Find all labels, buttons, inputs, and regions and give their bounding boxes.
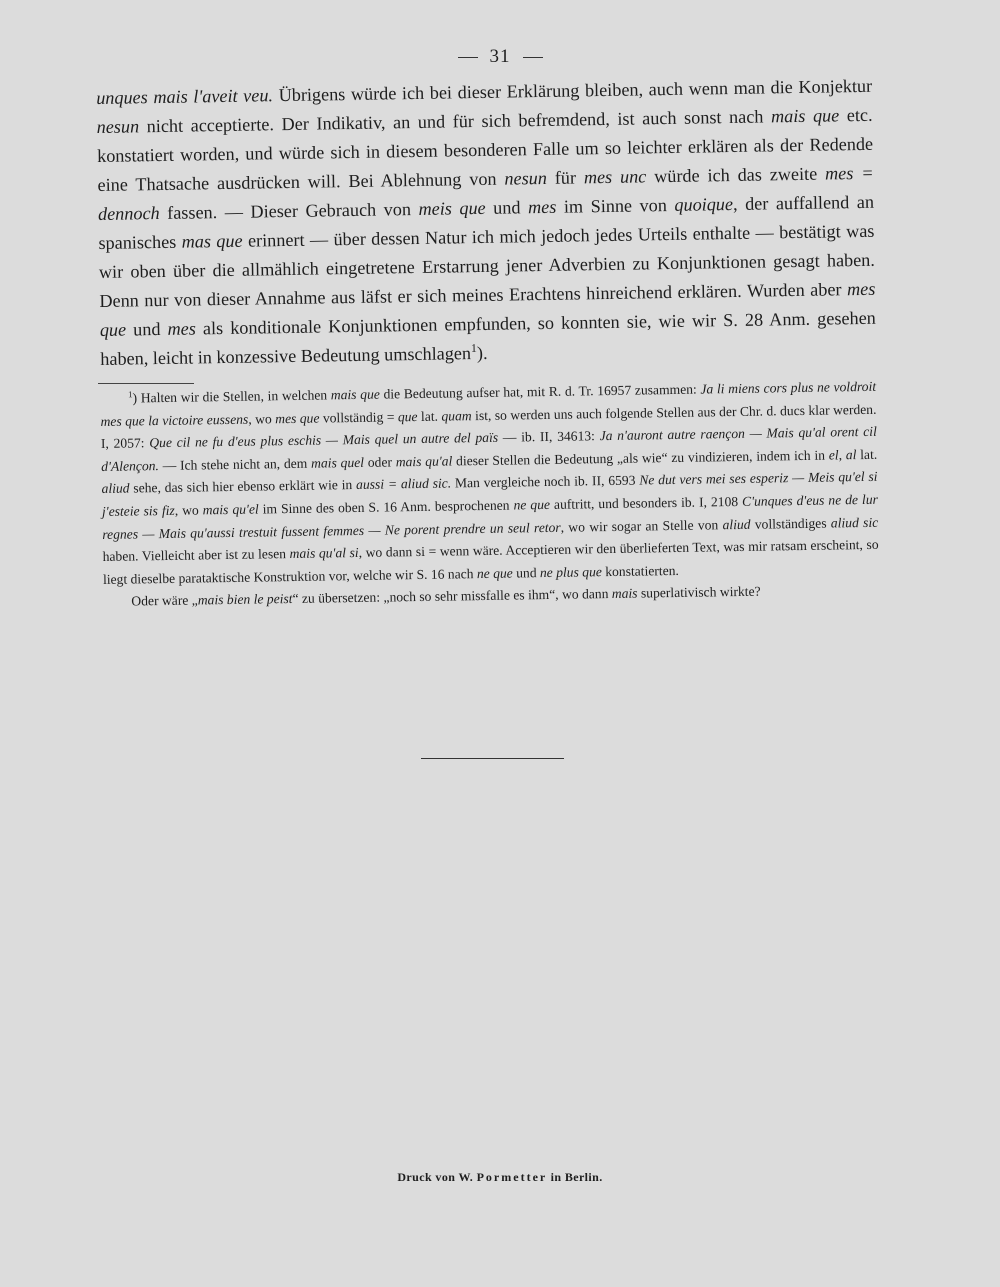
header-dash-right xyxy=(523,57,543,58)
footnote-separator xyxy=(98,383,194,384)
printer-colophon xyxy=(0,1170,1000,1185)
body-paragraph: unques mais l'aveit veu. Übrigens würde ich bei dieser Erklärung bleiben, auch wenn man die Konjektur nesun nicht acceptierte. Der Indikativ, an und für sich befremdend, ist auch sonst nach mais que etc. konstatiert worden, und würde sich in diesem besonderen Falle um so leichter erklären als der Redende eine Thatsache ausdrücken will. Bei Ablehnung von nesun für mes unc würde ich das zweite mes = dennoch fassen. — Dieser Gebrauch von meis que und mes im Sinne von quoique, der auffallend an spanisches mas que erinnert — über dessen Natur ich mich jedoch jedes Urteils enthalte — bestätigt was wir oben über die allmählich eingetretene Erstarrung jener Adverbien zu Konjunktionen gesagt haben. Denn nur von dieser Annahme aus läfst er sich meines Erachtens hinreichend erklären. Wurden aber mes que und mes als konditionale Konjunktionen empfunden, so konnten sie, wie wir S. 28 Anm. gesehen haben, leicht in konzessive Bedeutung umschlagen$^1$). xyxy=(96,75,876,369)
page-header xyxy=(0,46,1000,68)
colophon-suffix: in Berlin. xyxy=(547,1170,603,1184)
header-dash-left xyxy=(458,57,478,58)
page-number: 31 xyxy=(489,46,511,67)
footnote-2: Oder wäre „mais bien le peist“ zu übersetzen: „noch so sehr missfalle es ihm“, wo dann mais superlativisch wirkte? xyxy=(131,583,761,609)
footnote-1: $^1$) Halten wir die Stellen, in welchen mais que die Bedeutung aufser hat, mit R. d. Tr. 16957 zusammen: Ja li miens cors plus ne voldroit mes que la victoire eussens, wo mes que vollständig = que lat. quam ist, so werden uns auch folgende Stellen aus der Chr. d. ducs klar werden. I, 2057: Que cil ne fu d'eus plus eschis — Mais quel un autre del païs — ib. II, 34613: Ja n'auront autre raençon — Mais qu'al orent cil d'Alençon. — Ich stehe nicht an, dem mais quel oder mais qu'al dieser Stellen die Bedeutung „als wie“ zu vindizieren, indem ich in el, al lat. aliud sehe, das sich hier ebenso erklärt wie in aussi = aliud sic. Man vergleiche noch ib. II, 6593 Ne dut vers mei ses esperiz — Meis qu'el si j'esteie sis fiz, wo mais qu'el im Sinne des oben S. 16 Anm. besprochenen ne que auftritt, und besonders ib. I, 2108 C'unques d'eus ne de lur regnes — Mais qu'aussi trestuit fussent femmes — Ne porent prendre un seul retor, wo wir sogar an Stelle von aliud vollständiges aliud sic haben. Vielleicht aber ist zu lesen mais qu'al si, wo dann si = wenn wäre. Acceptieren wir den überlieferten Text, was mir ratsam erscheint, so liegt dieselbe parataktische Konstruktion vor, welche wir S. 16 nach ne que und ne plus que konstatierten. xyxy=(100,378,879,587)
printer-name: Pormetter xyxy=(476,1170,548,1184)
footnotes xyxy=(100,376,879,614)
end-rule xyxy=(421,758,564,759)
colophon-prefix: Druck von W. xyxy=(397,1170,477,1184)
main-text xyxy=(96,72,876,374)
